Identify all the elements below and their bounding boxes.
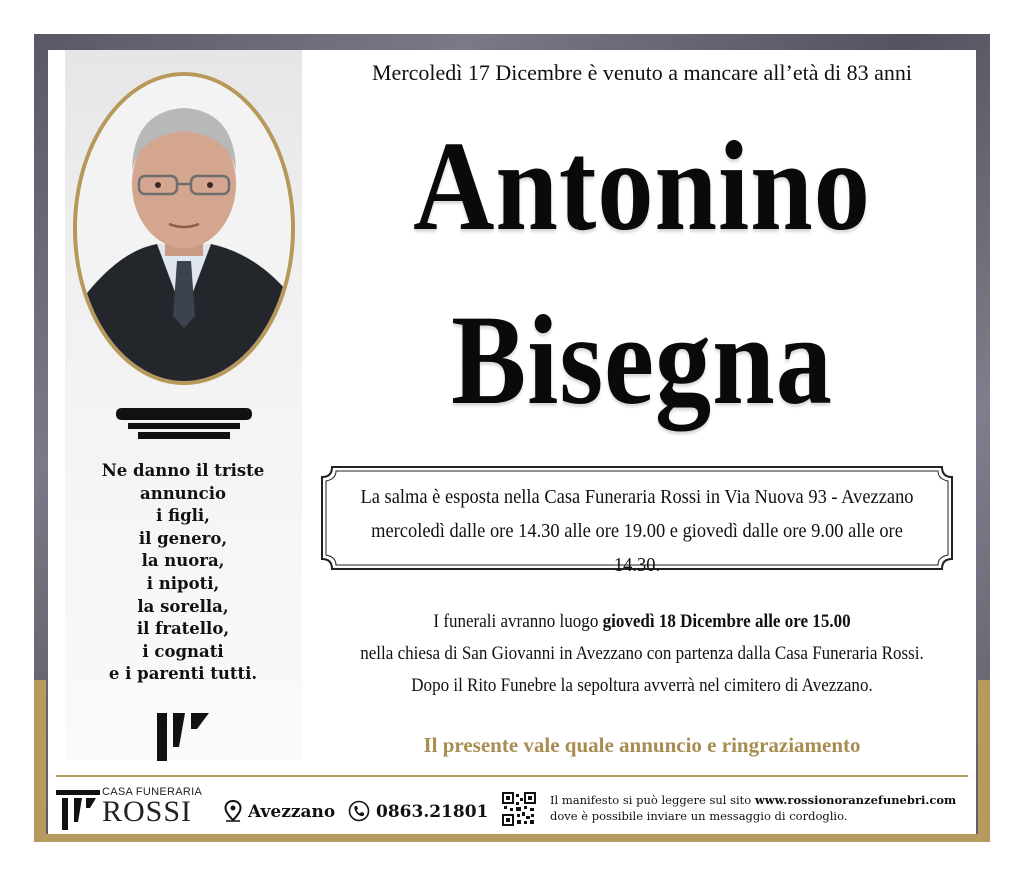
viewing-line-1: La salma è esposta nella Casa Funeraria Rossi in Via Nuova 93 - Avezzano (360, 486, 914, 508)
footer-city: Avezzano (248, 802, 336, 822)
gold-frame-left (34, 680, 46, 842)
family-line: i cognati (142, 641, 224, 661)
family-line: i nipoti, (146, 573, 220, 593)
family-line: i figli, (156, 506, 210, 526)
footer-note (550, 792, 970, 824)
family-line: la sorella, (137, 596, 229, 616)
gold-frame-bottom (34, 834, 990, 842)
pedestal-ornament (114, 404, 254, 444)
brand-large: ROSSI (102, 795, 193, 828)
footer-note-line-2: dove è possibile inviare un messaggio di cordoglio. (550, 809, 848, 823)
funeral-date-time: giovedì 18 Dicembre alle ore 15.00 (602, 612, 851, 632)
location-pin-icon (224, 800, 242, 822)
funeral-line-1 (344, 606, 940, 638)
family-line: annuncio (140, 483, 226, 503)
phone-icon (348, 800, 370, 822)
footer (56, 782, 968, 832)
family-line: il genero, (138, 528, 228, 548)
footer-website-link[interactable]: www.rossionoranzefunebri.com (754, 793, 957, 807)
viewing-line-2: mercoledì dalle ore 14.30 alle ore 19.00 e giovedì dalle ore 9.00 alle ore 14.30. (371, 520, 903, 576)
viewing-info (352, 480, 923, 582)
rossi-logo-icon (56, 788, 100, 830)
footer-phone[interactable]: 0863.21801 (376, 802, 489, 822)
family-announcement (82, 460, 284, 686)
qr-code-icon[interactable] (502, 792, 536, 826)
footer-divider (56, 775, 968, 777)
death-date-line: Mercoledì 17 Dicembre è venuto a mancare all’età di 83 anni (372, 60, 912, 85)
gold-frame-right (978, 680, 990, 842)
funeral-home-logo-icon (155, 707, 211, 761)
deceased-first-name: Antonino (413, 115, 871, 257)
footer-note-line-1 (550, 792, 970, 808)
deceased-last-name: Bisegna (451, 289, 833, 431)
funeral-line-1-prefix: I funerali avranno luogo (433, 612, 603, 632)
portrait-photo (73, 72, 295, 385)
portrait-image (77, 76, 291, 381)
funeral-info (344, 606, 940, 702)
footer-note-prefix: Il manifesto si può leggere sul sito (550, 793, 755, 807)
thanks-line: Il presente vale quale annuncio e ringraziamento (423, 733, 861, 757)
brand-small: CASA FUNERARIA (102, 786, 203, 798)
funeral-line-3: Dopo il Rito Funebre la sepoltura avverrà nel cimitero di Avezzano. (411, 676, 873, 696)
family-line: Ne danno il triste (101, 461, 265, 480)
family-line: e i parenti tutti. (108, 664, 258, 684)
family-line: la nuora, (141, 551, 225, 571)
funeral-line-2: nella chiesa di San Giovanni in Avezzano con partenza dalla Casa Funeraria Rossi. (360, 644, 924, 664)
family-line: il fratello, (136, 619, 230, 639)
